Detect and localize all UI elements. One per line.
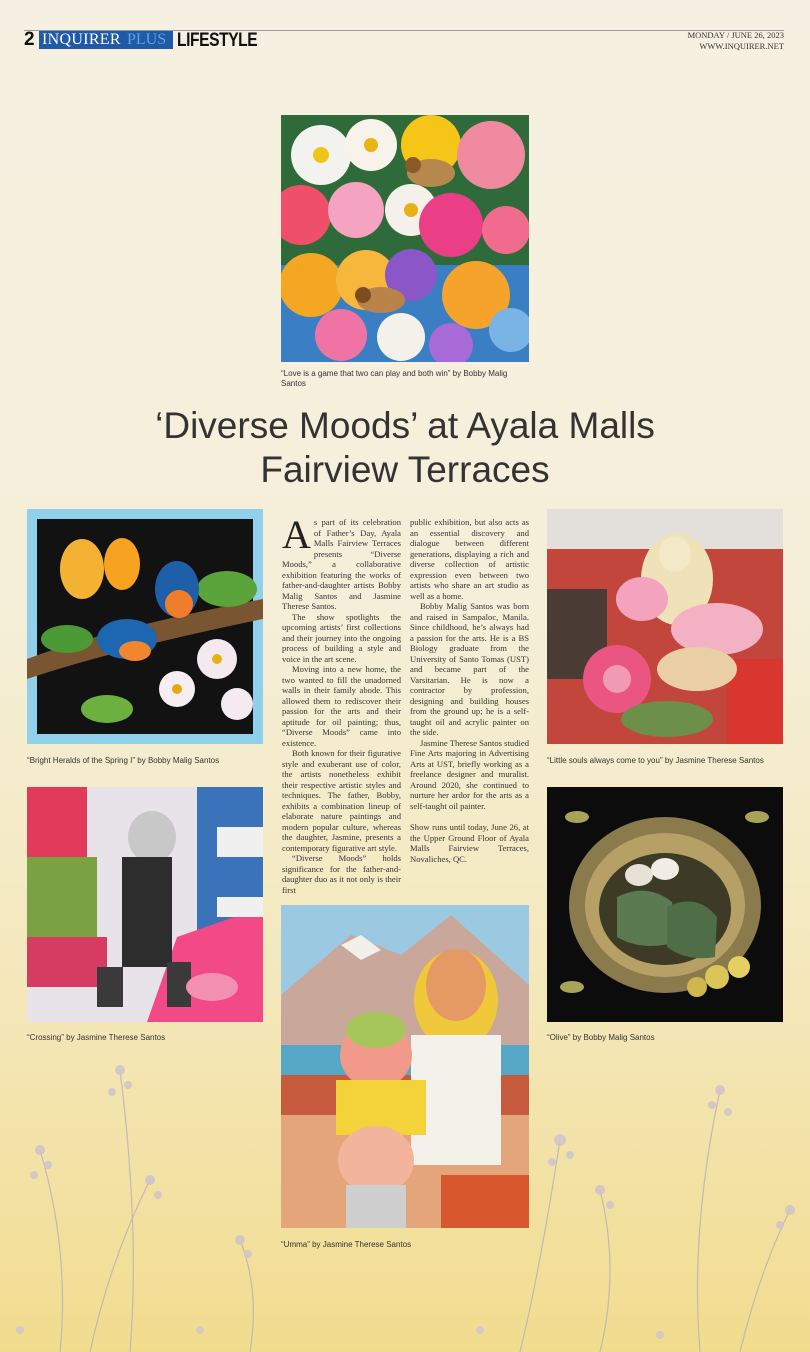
crossing-painting [27,787,263,1022]
dateline [688,30,784,52]
section-name: LIFESTYLE [177,30,258,51]
paragraph: Both known for their figurative style and exuberant use of color, the artists nonetheless exhibit their respective artistic styles and techniques. The father, Bobby, exhibits a combination lineup of elaborate nature paintings and modern popular culture, whereas the daughter, Jasmine, presents a contemporary figurative art style. [282,748,401,853]
caption-bright-heralds: “Bright Heralds of the Spring I” by Bobby Malig Santos [27,756,220,765]
flowers-sparrows-painting [281,115,529,362]
artwork-crossing [27,787,263,1022]
article-column-2 [410,517,529,864]
website: WWW.INQUIRER.NET [699,41,784,51]
paragraph: Bobby Malig Santos was born and raised in Sampaloc, Manila. Since childhood, he’s always had a passion for the arts. He is a BS Biology graduate from the University of Santo Tomas (UST) and became part of the Varsitarian. He is now a contractor by profession, designing and building houses from the ground up; he is a self-taught oil and acrylic painter on the side. [410,601,529,737]
paragraph: public exhibition, but also acts as an essential discovery and dialogue between different generations, displaying a rich and diverse collection of artistic expression even between two artists who share an art studio as well as a home. [410,517,529,601]
page-number: 2 [24,29,35,50]
olive-nest-painting [547,787,783,1022]
inquirer-plus-logo [39,31,173,49]
page-header [0,0,810,60]
paragraph: The show spotlights the upcoming artists’ first collections and their journey into the ongoing process of building a style and voice in the art scene. [282,611,401,664]
artwork-love-is-a-game [281,115,529,362]
issue-date: MONDAY / JUNE 26, 2023 [687,30,784,40]
exhibit-run-info: Show runs until today, June 26, at the Upper Ground Floor of Ayala Malls Fairview Terraces, Novaliches, QC. [410,822,529,864]
caption-umma: “Umma” by Jasmine Therese Santos [281,1240,412,1249]
drop-cap: A [282,512,311,557]
dried-flowers-decoration [0,1030,810,1352]
artwork-olive [547,787,783,1022]
caption-olive: “Olive” by Bobby Malig Santos [547,1033,655,1042]
artwork-little-souls [547,509,783,744]
brand-plus: PLUS [127,31,167,48]
paragraph: “Diverse Moods” holds significance for the father-and-daughter duo as it not only is their first [282,853,401,895]
artwork-bright-heralds [27,509,263,744]
caption-crossing: “Crossing” by Jasmine Therese Santos [27,1033,166,1042]
paragraph: Moving into a new home, the two wanted to fill the unadorned walls in their family abode. This allowed them to rediscover their passion for the arts and their aptitude for oil painting; thus, “Diverse Moods” came into existence. [282,664,401,748]
paragraph: Jasmine Therese Santos studied Fine Arts majoring in Advertising Arts at UST, briefly working as a freelance designer and muralist. Around 2020, she continued to nurture her ardor for the arts as a self-taught oil painter. [410,737,529,811]
brand-main: INQUIRER [42,31,121,48]
article-title: ‘Diverse Moods’ at Ayala Malls Fairview Terraces [155,405,655,490]
kingfishers-painting [27,509,263,744]
caption-love-is-a-game: “Love is a game that two can play and both win” by Bobby Malig Santos [281,369,508,388]
paragraph: s part of its celebration of Father’s Day, Ayala Malls Fairview Terraces presents “Diverse Moods,” a collaborative exhibition featuring the works of father-and-daughter artists Bobby Malig Santos and Jasmine Therese Santos. [282,517,401,611]
article-column-1 [282,512,401,895]
little-souls-painting [547,509,783,744]
caption-little-souls: “Little souls always come to you” by Jasmine Therese Santos [547,756,764,765]
